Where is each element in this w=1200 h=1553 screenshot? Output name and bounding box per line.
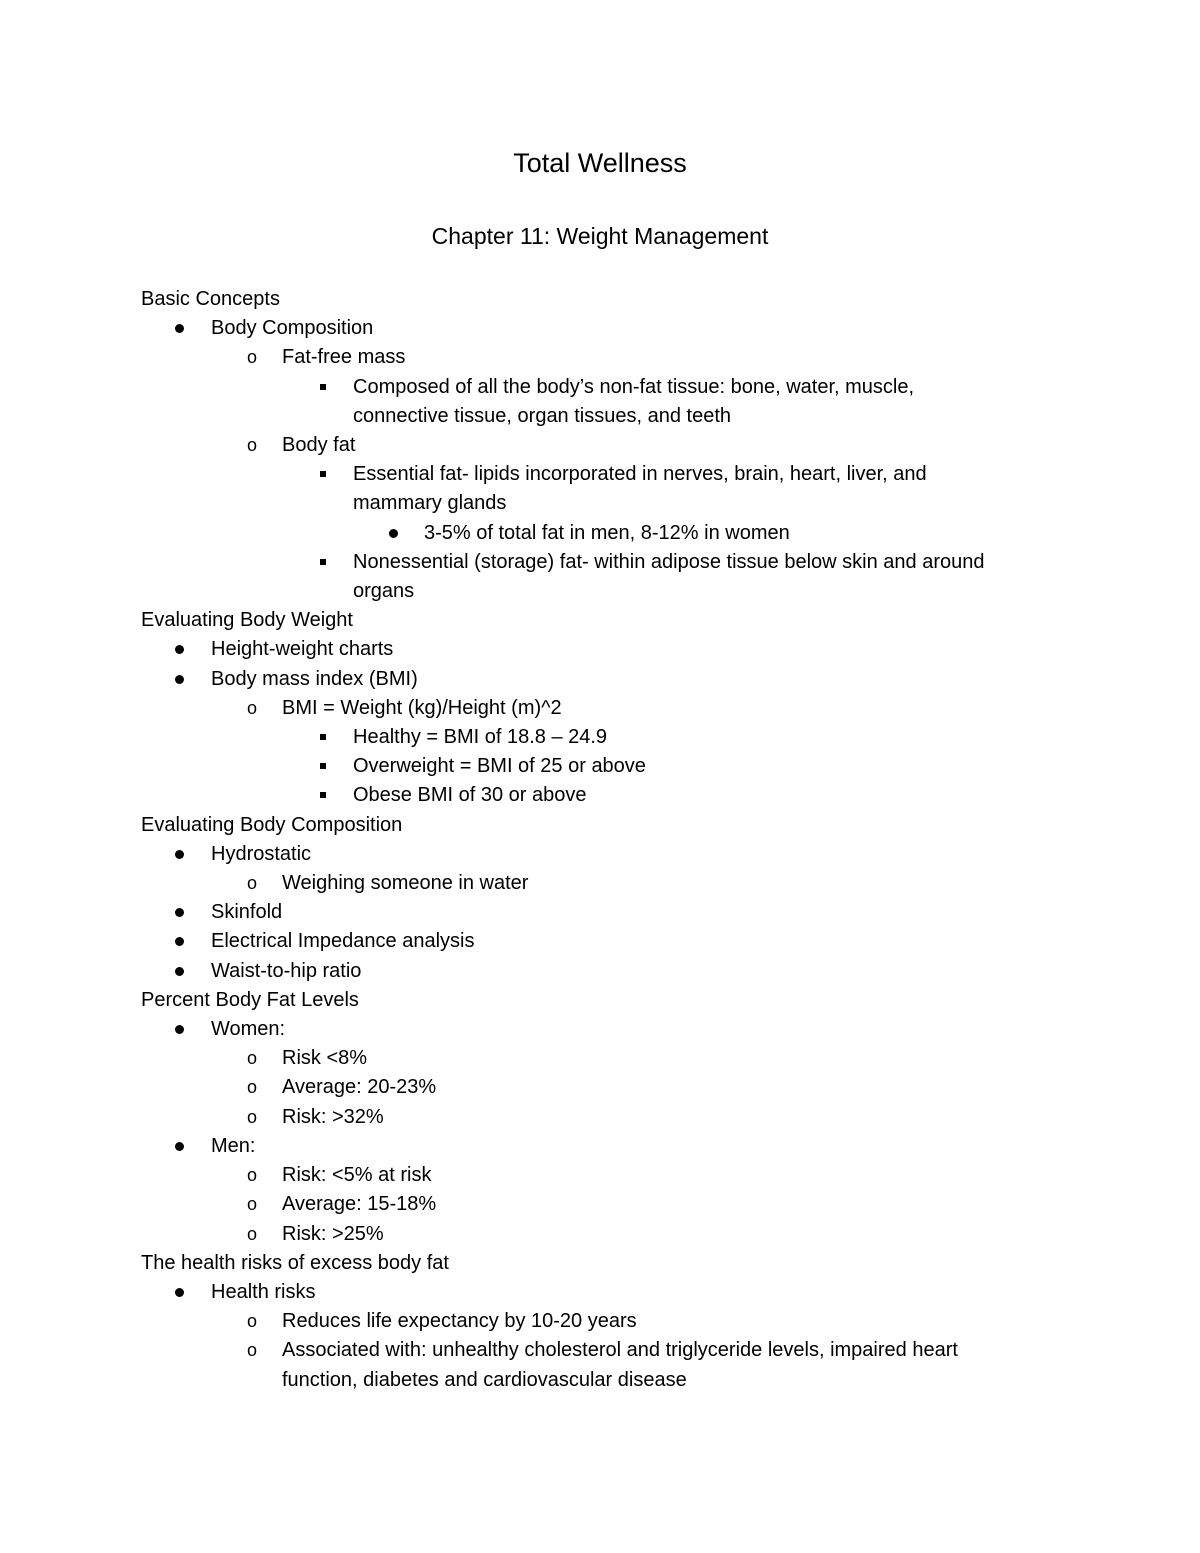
outline-text: Overweight = BMI of 25 or above: [353, 755, 646, 778]
circle-bullet-icon: o: [247, 697, 258, 718]
outline-text: Body Composition: [211, 317, 374, 340]
section-heading: [0, 986, 1200, 1015]
outline-text: The health risks of excess body fat: [141, 1251, 449, 1274]
square-bullet-icon: [318, 373, 330, 402]
outline-item: [0, 1307, 1200, 1336]
outline-item: [0, 1161, 1200, 1190]
dot-bullet-icon: [175, 665, 187, 694]
outline-text: Risk <8%: [282, 1047, 368, 1070]
outline-item: [0, 343, 1200, 372]
notes-outline: [0, 285, 1200, 1395]
outline-text: Reduces life expectancy by 10-20 years: [282, 1310, 637, 1333]
outline-text: Obese BMI of 30 or above: [353, 784, 587, 807]
section-heading: [0, 811, 1200, 840]
outline-text: Percent Body Fat Levels: [141, 988, 359, 1011]
outline-text: Risk: <5% at risk: [282, 1164, 432, 1187]
dot-bullet-icon: [175, 1278, 187, 1307]
outline-item: [0, 840, 1200, 869]
outline-item: [0, 957, 1200, 986]
circle-bullet-icon: o: [247, 1194, 258, 1215]
outline-item: [0, 373, 1200, 402]
outline-text: function, diabetes and cardiovascular disease: [282, 1368, 687, 1391]
outline-item: [0, 898, 1200, 927]
outline-item: [0, 1044, 1200, 1073]
outline-text: Fat-free mass: [282, 346, 406, 369]
circle-bullet-icon: o: [247, 1077, 258, 1098]
circle-bullet-icon: o: [247, 1340, 258, 1361]
outline-text: mammary glands: [353, 492, 507, 515]
dot-bullet-icon: [175, 927, 187, 956]
square-bullet-icon: [318, 723, 330, 752]
outline-item: [0, 1366, 1200, 1395]
outline-item: [0, 694, 1200, 723]
outline-text: Women:: [211, 1018, 286, 1041]
outline-item: [0, 1015, 1200, 1044]
dot-bullet-icon: [175, 898, 187, 927]
square-bullet-icon: [318, 460, 330, 489]
outline-text: Hydrostatic: [211, 842, 312, 865]
outline-text: Average: 20-23%: [282, 1076, 437, 1099]
outline-text: 3-5% of total fat in men, 8-12% in women: [424, 521, 790, 544]
outline-text: Evaluating Body Composition: [141, 813, 403, 836]
outline-item: [0, 1103, 1200, 1132]
outline-item: [0, 460, 1200, 489]
circle-bullet-icon: o: [247, 347, 258, 368]
outline-item: [0, 402, 1200, 431]
chapter-heading: Chapter 11: Weight Management: [431, 223, 769, 249]
outline-item: [0, 1278, 1200, 1307]
document-title: Total Wellness: [513, 148, 687, 178]
outline-item: [0, 489, 1200, 518]
outline-item: [0, 548, 1200, 577]
circle-bullet-icon: o: [247, 873, 258, 894]
outline-item: [0, 1073, 1200, 1102]
outline-item: [0, 1336, 1200, 1365]
circle-bullet-icon: o: [247, 1223, 258, 1244]
dot-bullet-icon: [175, 1015, 187, 1044]
outline-text: BMI = Weight (kg)/Height (m)^2: [282, 696, 562, 719]
section-heading: [0, 606, 1200, 635]
outline-text: Weighing someone in water: [282, 872, 529, 895]
square-bullet-icon: [318, 752, 330, 781]
outline-item: [0, 1190, 1200, 1219]
outline-text: Men:: [211, 1134, 256, 1157]
dot-bullet-icon: [175, 314, 187, 343]
outline-text: Health risks: [211, 1280, 316, 1303]
outline-text: Skinfold: [211, 901, 283, 924]
circle-bullet-icon: o: [247, 1106, 258, 1127]
outline-text: Essential fat- lipids incorporated in nerves, brain, heart, liver, and: [353, 463, 927, 486]
section-heading: [0, 285, 1200, 314]
outline-text: Height-weight charts: [211, 638, 394, 661]
circle-bullet-icon: o: [247, 1048, 258, 1069]
outline-item: [0, 431, 1200, 460]
outline-text: Basic Concepts: [141, 288, 280, 310]
outline-text: Composed of all the body’s non-fat tissue: bone, water, muscle,: [353, 375, 915, 398]
dot-bullet-icon: [389, 519, 401, 548]
section-heading: [0, 1249, 1200, 1278]
circle-bullet-icon: o: [247, 1311, 258, 1332]
outline-text: Waist-to-hip ratio: [211, 959, 362, 982]
outline-text: Risk: >32%: [282, 1105, 384, 1128]
outline-text: Evaluating Body Weight: [141, 609, 353, 632]
outline-text: Average: 15-18%: [282, 1193, 437, 1216]
outline-item: [0, 635, 1200, 664]
outline-text: Body fat: [282, 434, 356, 457]
outline-text: Healthy = BMI of 18.8 – 24.9: [353, 726, 608, 749]
outline-item: [0, 723, 1200, 752]
outline-text: Electrical Impedance analysis: [211, 930, 475, 953]
dot-bullet-icon: [175, 1132, 187, 1161]
dot-bullet-icon: [175, 957, 187, 986]
outline-item: [0, 665, 1200, 694]
outline-item: [0, 752, 1200, 781]
circle-bullet-icon: o: [247, 1165, 258, 1186]
outline-item: [0, 927, 1200, 956]
outline-text: Associated with: unhealthy cholesterol and triglyceride levels, impaired heart: [282, 1339, 958, 1362]
outline-item: [0, 314, 1200, 343]
dot-bullet-icon: [175, 635, 187, 664]
circle-bullet-icon: o: [247, 435, 258, 456]
outline-text: Body mass index (BMI): [211, 667, 418, 690]
outline-text: Nonessential (storage) fat- within adipose tissue below skin and around: [353, 550, 985, 573]
outline-text: Risk: >25%: [282, 1222, 384, 1245]
outline-item: [0, 1220, 1200, 1249]
dot-bullet-icon: [175, 840, 187, 869]
outline-item: [0, 1132, 1200, 1161]
outline-item: [0, 781, 1200, 810]
outline-item: [0, 869, 1200, 898]
outline-text: connective tissue, organ tissues, and teeth: [353, 404, 732, 427]
square-bullet-icon: [318, 781, 330, 810]
outline-item: [0, 519, 1200, 548]
outline-text: organs: [353, 580, 415, 603]
square-bullet-icon: [318, 548, 330, 577]
outline-item: [0, 577, 1200, 606]
